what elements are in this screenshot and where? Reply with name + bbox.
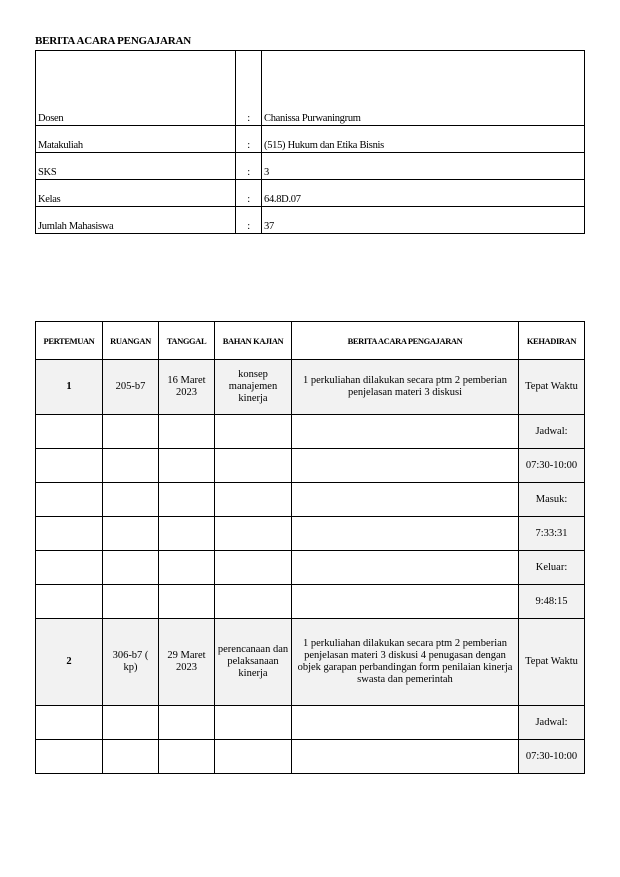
table-row: [36, 551, 585, 585]
empty-cell: [215, 449, 292, 483]
empty-cell: [103, 517, 159, 551]
empty-cell: [292, 551, 519, 585]
table-row: [36, 585, 585, 619]
empty-cell: [292, 415, 519, 449]
info-row-jumlah-mahasiswa: [36, 207, 585, 234]
empty-cell: [103, 449, 159, 483]
empty-cell: [103, 551, 159, 585]
info-value: 37: [262, 207, 585, 234]
info-label: SKS: [36, 153, 236, 180]
empty-cell: [36, 483, 103, 517]
info-label: Matakuliah: [36, 126, 236, 153]
masuk-value: 7:33:31: [519, 517, 585, 551]
empty-cell: [292, 483, 519, 517]
header-tanggal: TANGGAL: [159, 322, 215, 360]
tanggal-cell: 16 Maret 2023: [159, 360, 215, 415]
empty-cell: [215, 483, 292, 517]
empty-cell: [292, 740, 519, 774]
empty-cell: [36, 706, 103, 740]
header-kehadiran: KEHADIRAN: [519, 322, 585, 360]
empty-cell: [292, 706, 519, 740]
info-label: Dosen: [36, 51, 236, 126]
empty-cell: [36, 585, 103, 619]
empty-cell: [215, 517, 292, 551]
header-row: [36, 322, 585, 360]
berita-cell: 1 perkuliahan dilakukan secara ptm 2 pemberian penjelasan materi 3 diskusi: [292, 360, 519, 415]
info-row-sks: [36, 153, 585, 180]
empty-cell: [103, 415, 159, 449]
empty-cell: [215, 585, 292, 619]
info-separator: :: [236, 51, 262, 126]
empty-cell: [159, 517, 215, 551]
header-ruangan: RUANGAN: [103, 322, 159, 360]
info-value: 64.8D.07: [262, 180, 585, 207]
bahan-cell: perencanaan dan pelaksanaan kinerja: [215, 619, 292, 706]
jadwal-label: Jadwal:: [519, 415, 585, 449]
bahan-cell: konsep manajemen kinerja: [215, 360, 292, 415]
info-label: Kelas: [36, 180, 236, 207]
empty-cell: [215, 740, 292, 774]
info-value: (515) Hukum dan Etika Bisnis: [262, 126, 585, 153]
empty-cell: [292, 449, 519, 483]
info-separator: :: [236, 180, 262, 207]
info-separator: :: [236, 207, 262, 234]
empty-cell: [159, 449, 215, 483]
info-row-kelas: [36, 180, 585, 207]
table-row: [36, 740, 585, 774]
empty-cell: [103, 585, 159, 619]
empty-cell: [103, 740, 159, 774]
empty-cell: [36, 517, 103, 551]
empty-cell: [36, 415, 103, 449]
header-bahan-kajian: BAHAN KAJIAN: [215, 322, 292, 360]
info-value: Chanissa Purwaningrum: [262, 51, 585, 126]
empty-cell: [36, 449, 103, 483]
info-label: Jumlah Mahasiswa: [36, 207, 236, 234]
empty-cell: [215, 706, 292, 740]
empty-cell: [159, 483, 215, 517]
info-row-matakuliah: [36, 126, 585, 153]
keluar-label: Keluar:: [519, 551, 585, 585]
jadwal-label: Jadwal:: [519, 706, 585, 740]
ruangan-cell: 306-b7 ( kp): [103, 619, 159, 706]
teaching-log-table: [35, 321, 585, 774]
info-value: 3: [262, 153, 585, 180]
empty-cell: [292, 585, 519, 619]
table-row: [36, 619, 585, 706]
header-pertemuan: PERTEMUAN: [36, 322, 103, 360]
table-row: [36, 706, 585, 740]
empty-cell: [292, 517, 519, 551]
table-row: [36, 360, 585, 415]
empty-cell: [159, 740, 215, 774]
header-berita-acara: BERITA ACARA PENGAJARAN: [292, 322, 519, 360]
table-row: [36, 449, 585, 483]
table-row: [36, 517, 585, 551]
empty-cell: [36, 740, 103, 774]
empty-cell: [159, 551, 215, 585]
table-row: [36, 483, 585, 517]
empty-cell: [215, 551, 292, 585]
pertemuan-cell: 2: [36, 619, 103, 706]
berita-cell: 1 perkuliahan dilakukan secara ptm 2 pemberian penjelasan materi 3 diskusi 4 penugasan dengan objek garapan perbandingan form penilaian kinerja swasta dan pemerintah: [292, 619, 519, 706]
document-title: BERITA ACARA PENGAJARAN: [35, 35, 191, 47]
pertemuan-cell: 1: [36, 360, 103, 415]
kehadiran-cell: Tepat Waktu: [519, 360, 585, 415]
tanggal-cell: 29 Maret 2023: [159, 619, 215, 706]
keluar-value: 9:48:15: [519, 585, 585, 619]
empty-cell: [159, 415, 215, 449]
empty-cell: [36, 551, 103, 585]
jadwal-value: 07:30-10:00: [519, 449, 585, 483]
kehadiran-cell: Tepat Waktu: [519, 619, 585, 706]
masuk-label: Masuk:: [519, 483, 585, 517]
jadwal-value: 07:30-10:00: [519, 740, 585, 774]
ruangan-cell: 205-b7: [103, 360, 159, 415]
empty-cell: [159, 706, 215, 740]
empty-cell: [159, 585, 215, 619]
info-separator: :: [236, 126, 262, 153]
empty-cell: [103, 483, 159, 517]
empty-cell: [215, 415, 292, 449]
info-row-dosen: [36, 51, 585, 126]
table-row: [36, 415, 585, 449]
empty-cell: [103, 706, 159, 740]
info-table: [35, 50, 585, 234]
info-separator: :: [236, 153, 262, 180]
